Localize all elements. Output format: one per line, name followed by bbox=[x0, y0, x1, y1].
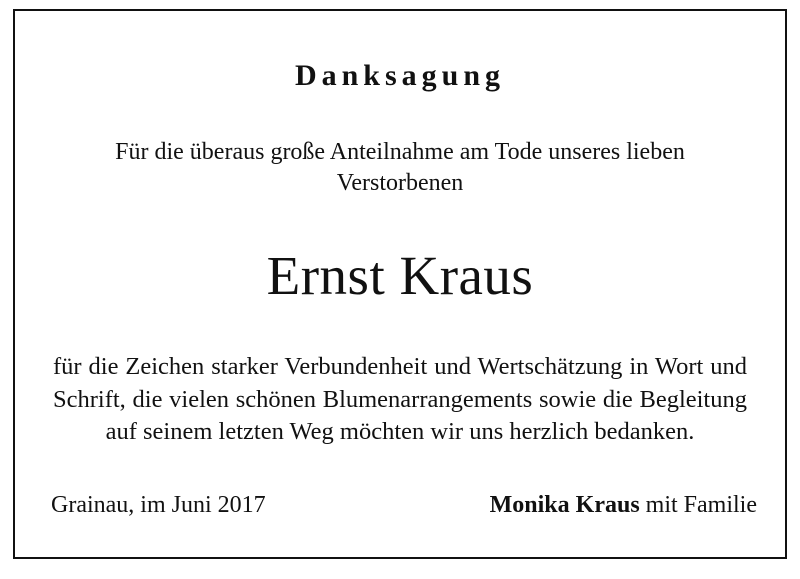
notice-content bbox=[15, 11, 785, 557]
footer-place-date: Grainau, im Juni 2017 bbox=[51, 492, 266, 518]
notice-footer bbox=[37, 492, 763, 519]
footer-signature bbox=[490, 492, 763, 519]
notice-body-text: für die Zeichen starker Verbundenheit und Wertschätzung in Wort und Schrift, die vielen schönen Blumenarrangements sowie die Begleitung auf seinem letzten Weg möchten wir uns herzlich bedanken. bbox=[53, 352, 747, 446]
deceased-name: Ernst Kraus bbox=[266, 245, 534, 307]
notice-intro-text: Für die überaus große Anteilnahme am Tode unseres lieben Verstorbenen bbox=[115, 139, 685, 196]
footer-signer-name: Monika Kraus bbox=[489, 492, 640, 518]
obituary-notice-card bbox=[13, 9, 787, 559]
footer-signer-suffix: mit Familie bbox=[639, 492, 757, 518]
notice-title: Danksagung bbox=[294, 59, 506, 92]
